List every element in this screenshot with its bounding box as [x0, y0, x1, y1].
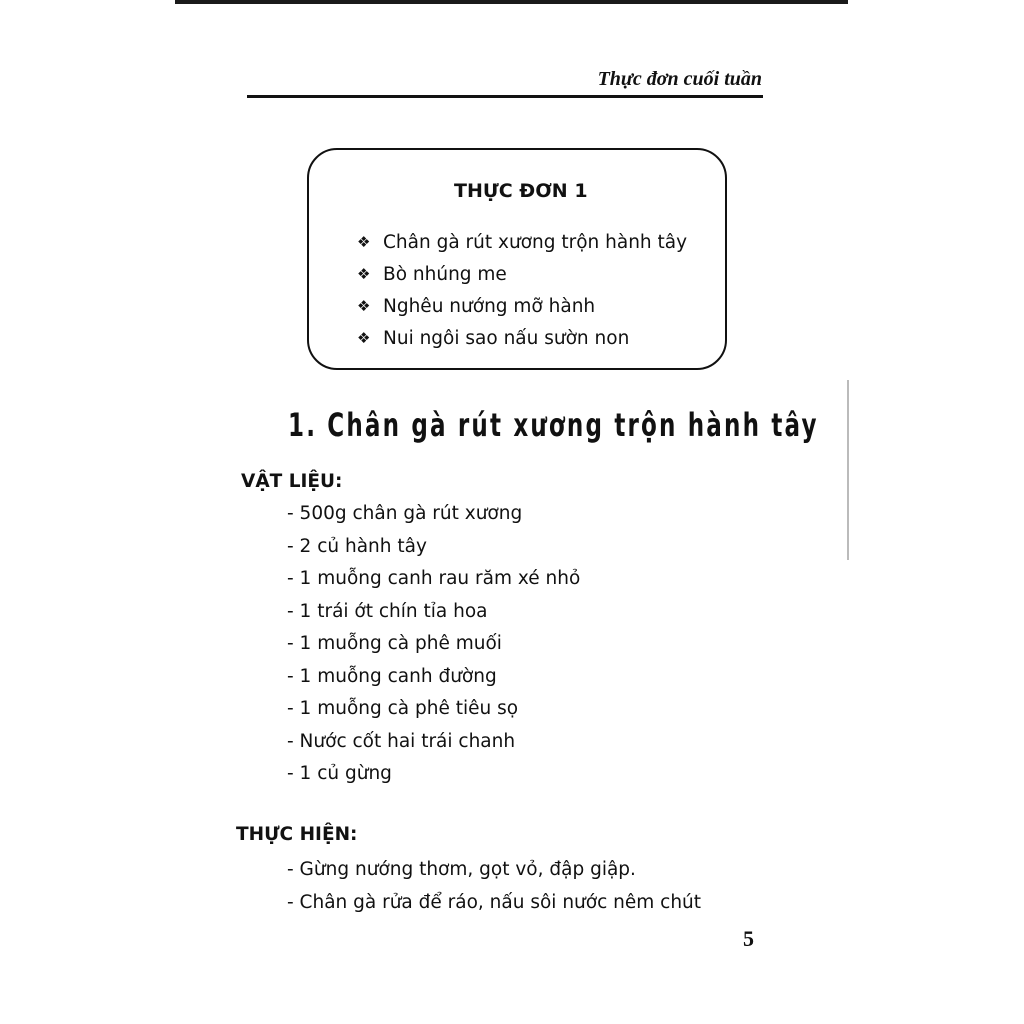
diamond-bullet-icon: ❖ [357, 297, 371, 315]
ingredient-item: - 500g chân gà rút xương [287, 503, 523, 524]
step-item: - Chân gà rửa để ráo, nấu sôi nước nêm chút [287, 891, 702, 913]
menu-item-label: Chân gà rút xương trộn hành tây [383, 231, 688, 253]
ingredient-item: - 1 trái ớt chín tỉa hoa [287, 600, 488, 622]
ingredient-item: - 1 muỗng canh rau răm xé nhỏ [287, 568, 581, 589]
diamond-bullet-icon: ❖ [357, 233, 371, 251]
recipe-title: 1. Chân gà rút xương trộn hành tây [288, 406, 819, 444]
menu-item-label: Nghêu nướng mỡ hành [383, 295, 596, 317]
menu-item [357, 226, 687, 258]
header-rule [247, 95, 763, 98]
menu-item-label: Nui ngôi sao nấu sườn non [383, 327, 630, 349]
step-item: - Gừng nướng thơm, gọt vỏ, đập giập. [287, 859, 636, 880]
menu-item [357, 258, 687, 290]
steps-label: THỰC HIỆN: [236, 824, 358, 845]
ingredient-item: - 1 muỗng cà phê muối [287, 633, 502, 654]
ingredient-item: - Nước cốt hai trái chanh [287, 730, 516, 752]
page-number: 5 [743, 926, 754, 951]
scan-edge-line [847, 380, 849, 560]
ingredient-item: - 1 muỗng cà phê tiêu sọ [287, 698, 519, 719]
diamond-bullet-icon: ❖ [357, 329, 371, 347]
menu-list [357, 226, 687, 354]
menu-item [357, 290, 687, 322]
ingredient-item: - 1 củ gừng [287, 763, 392, 784]
running-header: Thực đơn cuối tuần [597, 68, 762, 90]
ingredient-item: - 2 củ hành tây [287, 535, 427, 557]
menu-item-label: Bò nhúng me [383, 263, 507, 285]
ingredient-item: - 1 muỗng canh đường [287, 665, 497, 687]
menu-title: THỰC ĐƠN 1 [454, 180, 588, 202]
menu-item [357, 322, 687, 354]
menu-box [307, 148, 727, 370]
steps-list [287, 854, 701, 919]
diamond-bullet-icon: ❖ [357, 265, 371, 283]
ingredients-label: VẬT LIỆU: [241, 471, 343, 492]
ingredients-list [287, 498, 580, 791]
page-edge-shadow [175, 0, 848, 4]
